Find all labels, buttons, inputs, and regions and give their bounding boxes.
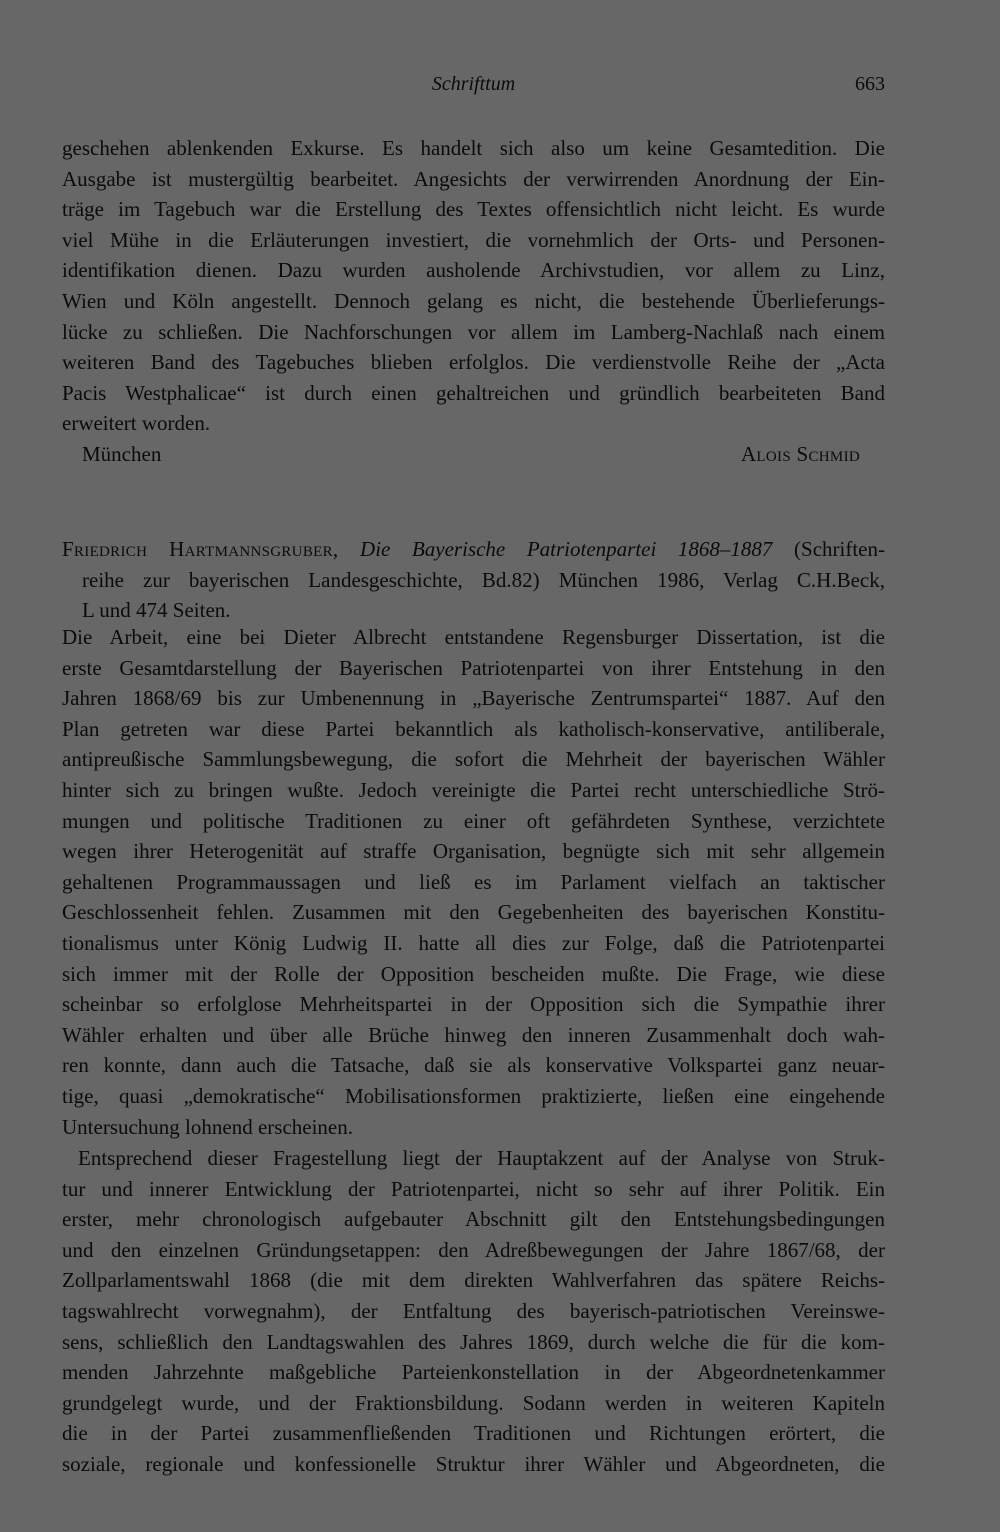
review-paragraph: [62, 622, 885, 1142]
previous-review-paragraph: [62, 133, 885, 439]
text-line: lücke zu schließen. Die Nachforschungen vor allem im Lamberg-Nachlaß nach einem: [62, 319, 885, 344]
text-line: grundgelegt wurde, und der Fraktionsbildung. Sodann werden in weiteren Kapiteln: [62, 1390, 885, 1415]
signature-place: München: [82, 442, 162, 466]
text-line: Geschlossenheit fehlen. Zusammen mit den Gegebenheiten des bayerischen Konstitu-: [62, 900, 885, 925]
bibliographic-citation: [62, 534, 885, 626]
text-line: ren konnte, dann auch die Tatsache, daß sie als konservative Volkspartei ganz neuar-: [62, 1053, 885, 1078]
text-line: Untersuchung lohnend erscheinen.: [62, 1114, 353, 1139]
text-line: scheinbar so erfolglose Mehrheitspartei in der Opposition sich die Sympathie ihrer: [62, 992, 885, 1017]
text-line: sens, schließlich den Landtagswahlen des Jahres 1869, durch welche die für die kom-: [62, 1329, 885, 1354]
signature-reviewer: Alois Schmid: [740, 442, 860, 466]
text-line: gehaltenen Programmaussagen und ließ es im Parlament vielfach an taktischer: [62, 869, 885, 894]
text-line: identifikation dienen. Dazu wurden ausholende Archivstudien, vor allem zu Linz,: [62, 258, 885, 283]
text-line: menden Jahrzehnte maßgebliche Parteienkonstellation in der Abgeordnetenkammer: [62, 1360, 885, 1385]
citation-title: Die Bayerische Patriotenpartei 1868–1887: [360, 537, 773, 561]
text-line: weiteren Band des Tagebuches blieben erfolglos. Die verdienstvolle Reihe der „Acta: [62, 350, 885, 375]
review-signature: [62, 439, 885, 470]
text-line: tige, quasi „demokratische“ Mobilisationsformen praktizierte, ließen eine eingehende: [62, 1083, 885, 1108]
page-number: 663: [855, 73, 885, 95]
text-line: Wähler erhalten und über alle Brüche hinweg den inneren Zusammenhalt doch wah-: [62, 1022, 885, 1047]
text-line: Die Arbeit, eine bei Dieter Albrecht entstandene Regensburger Dissertation, ist die: [62, 625, 885, 649]
citation-line: reihe zur bayerischen Landesgeschichte, Bd.82) München 1986, Verlag C.H.Beck,: [82, 567, 885, 592]
running-title: Schrifttum: [431, 73, 516, 95]
text-line: Pacis Westphalicae“ ist durch einen gehaltreichen und gründlich bearbeiteten Band: [62, 380, 885, 405]
running-header: [62, 69, 885, 100]
text-line: tagswahlrecht vorwegnahm), der Entfaltung des bayerisch-patriotischen Vereinswe-: [62, 1298, 885, 1323]
text-line: und den einzelnen Gründungsetappen: den Adreßbewegungen der Jahre 1867/68, der: [62, 1237, 885, 1262]
text-line: Zollparlamentswahl 1868 (die mit dem direkten Wahlverfahren das spätere Reichs-: [62, 1268, 885, 1293]
text-line: erste Gesamtdarstellung der Bayerischen Patriotenpartei von ihrer Entstehung in den: [62, 655, 885, 680]
text-line: tur und innerer Entwicklung der Patriotenpartei, nicht so sehr auf ihrer Politik. Ein: [62, 1176, 885, 1201]
text-line: die in der Partei zusammenfließenden Traditionen und Richtungen erörtert, die: [62, 1421, 885, 1446]
citation-author: Friedrich Hartmannsgruber,: [62, 537, 339, 561]
text-line: viel Mühe in die Erläuterungen investiert, die vornehmlich der Orts- und Personen-: [62, 227, 885, 252]
text-line: Entsprechend dieser Fragestellung liegt der Hauptakzent auf der Analyse von Struk-: [78, 1146, 885, 1170]
text-line: Jahren 1868/69 bis zur Umbenennung in „Bayerische Zentrumspartei“ 1887. Auf den: [62, 686, 885, 711]
text-line: erweitert worden.: [62, 411, 211, 436]
text-line: hinter sich zu bringen wußte. Jedoch vereinigte die Partei recht unterschiedliche Strö-: [62, 777, 885, 802]
text-line: Ausgabe ist mustergültig bearbeitet. Angesichts der verwirrenden Anordnung der Ein-: [62, 166, 885, 191]
text-line: Wien und Köln angestellt. Dennoch gelang es nicht, die bestehende Überlieferungs-: [62, 288, 885, 313]
text-line: mungen und politische Traditionen zu einer oft gefährdeten Synthese, verzichtete: [62, 808, 885, 833]
text-line: sich immer mit der Rolle der Opposition bescheiden mußte. Die Frage, wie diese: [62, 961, 885, 986]
text-line: Plan getreten war diese Partei bekanntlich als katholisch-konservative, antiliberale,: [62, 716, 885, 741]
citation-series: (Schriften-: [794, 537, 885, 561]
text-line: träge im Tagebuch war die Erstellung des Textes offensichtlich nicht leicht. Es wurde: [62, 197, 885, 222]
review-paragraph: [62, 1143, 885, 1480]
text-line: antipreußische Sammlungsbewegung, die sofort die Mehrheit der bayerischen Wähler: [62, 747, 885, 772]
text-line: geschehen ablenkenden Exkurse. Es handelt sich also um keine Gesamtedition. Die: [62, 136, 885, 160]
text-line: erster, mehr chronologisch aufgebauter Abschnitt gilt den Entstehungsbedingungen: [62, 1207, 885, 1232]
text-line: wegen ihrer Heterogenität auf straffe Organisation, begnügte sich mit sehr allgemein: [62, 839, 885, 864]
text-line: soziale, regionale und konfessionelle Struktur ihrer Wähler und Abgeordneten, die: [62, 1451, 885, 1476]
text-line: tionalismus unter König Ludwig II. hatte all dies zur Folge, daß die Patriotenpartei: [62, 930, 885, 955]
citation-line: [62, 534, 885, 565]
citation-line: L und 474 Seiten.: [82, 598, 231, 623]
